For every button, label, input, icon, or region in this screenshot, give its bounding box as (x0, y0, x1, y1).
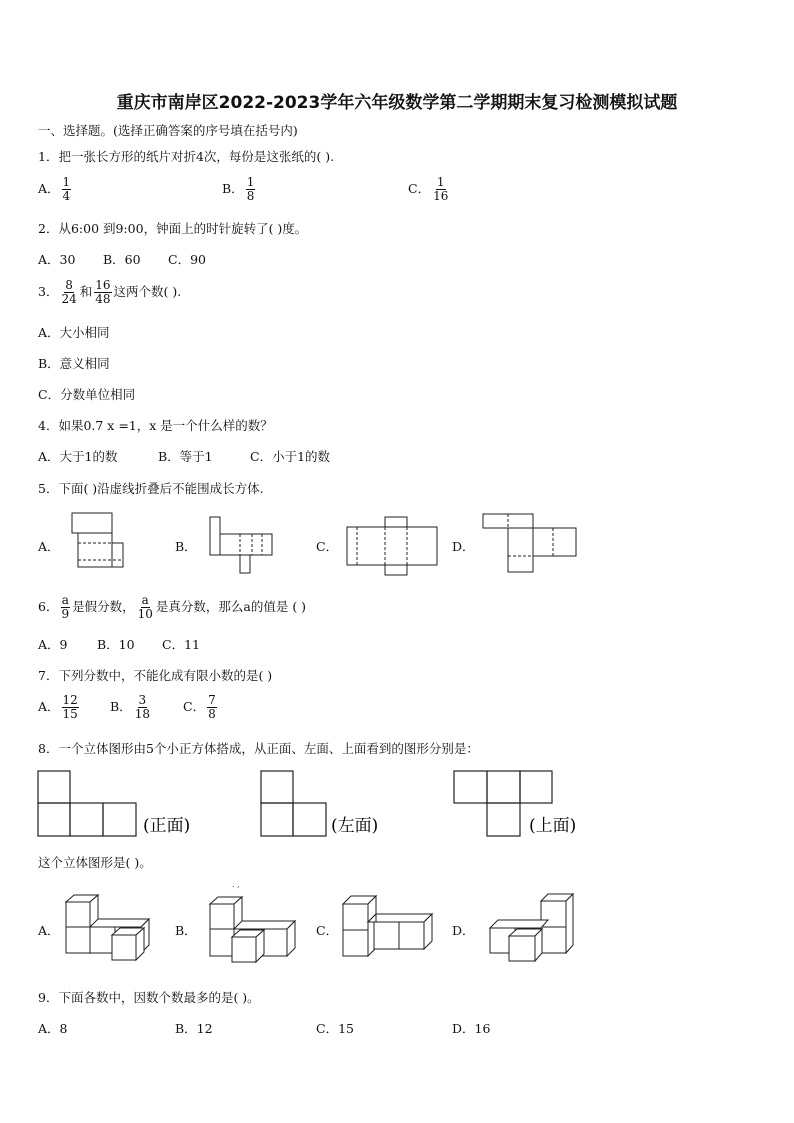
q3-option-a[interactable]: A．大小相同 (38, 325, 110, 340)
q6-option-b[interactable]: B．10 (97, 637, 135, 652)
q8-option-c-label[interactable]: C． (316, 923, 339, 938)
q3-option-b[interactable]: B．意义相同 (38, 356, 110, 371)
q7-option-a[interactable]: A． $\frac{12}{15}$ (38, 693, 78, 721)
q2-option-c[interactable]: C．90 (168, 252, 206, 267)
q2-option-b[interactable]: B．60 (103, 252, 141, 267)
q9-option-c[interactable]: C．15 (316, 1021, 354, 1036)
page-title: 重庆市南岸区2022-2023学年六年级数学第二学期期末复习检测模拟试题 (116, 93, 678, 113)
question-1-stem: 1．把一张长方形的纸片对折4次，每份是这张纸的( ). (38, 149, 335, 164)
question-2-stem: 2．从6:00 到9:00，钟面上的时针旋转了( )度。 (38, 221, 308, 236)
q5-option-a-label[interactable]: A． (38, 539, 60, 554)
q8-option-b-label[interactable]: B． (175, 923, 197, 938)
q7-option-c[interactable]: C． $\frac{7}{8}$ (183, 693, 216, 721)
solid-a (66, 895, 149, 960)
question-9-stem: 9．下面各数中，因数个数最多的是( )。 (38, 990, 260, 1005)
question-7-stem: 7．下列分数中，不能化成有限小数的是( ) (38, 668, 273, 683)
question-6-stem: 6． $\frac{a}{9}$ 是假分数， $\frac{a}{10}$ 是真分数，那么a的值是 ( ) (38, 593, 307, 621)
q6-option-c[interactable]: C．11 (162, 637, 200, 652)
q1-option-b[interactable]: B． $\frac{1}{8}$ (222, 175, 255, 203)
solid-b (210, 897, 295, 962)
q3-option-c[interactable]: C．分数单位相同 (38, 387, 136, 402)
solid-d (490, 894, 573, 961)
question-8-stem: 8．一个立体图形由5个小正方体搭成，从正面、左面、上面看到的图形分别是： (38, 741, 479, 756)
q2-option-a[interactable]: A．30 (38, 252, 76, 267)
q9-option-d[interactable]: D．16 (452, 1021, 491, 1036)
question-5-stem: 5．下面( )沿虚线折叠后不能围成长方体. (38, 481, 264, 496)
q6-option-a[interactable]: A．9 (38, 637, 68, 652)
view-label-top: (上面) (529, 816, 577, 836)
q4-option-c[interactable]: C．小于1的数 (250, 449, 331, 464)
q7-option-b[interactable]: B． $\frac{3}{18}$ (110, 693, 150, 721)
q5-option-d-label[interactable]: D． (452, 539, 475, 554)
q8-option-d-label[interactable]: D． (452, 923, 475, 938)
question-8-question: 这个立体图形是( )。 (38, 855, 152, 870)
solid-c (343, 896, 432, 956)
q8-option-a-label[interactable]: A． (38, 923, 60, 938)
q5-option-b-label[interactable]: B． (175, 539, 197, 554)
q5-option-c-label[interactable]: C． (316, 539, 339, 554)
q4-option-a[interactable]: A．大于1的数 (38, 449, 118, 464)
view-label-front: (正面) (143, 816, 191, 836)
question-4-stem: 4．如果0.7 x =1，x 是一个什么样的数？ (38, 418, 273, 433)
view-label-left: (左面) (331, 816, 379, 836)
section-heading: 一、选择题。(选择正确答案的序号填在括号内) (38, 123, 298, 138)
q4-option-b[interactable]: B．等于1 (158, 449, 213, 464)
q1-option-a[interactable]: A． $\frac{1}{4}$ (38, 175, 71, 203)
q1-option-c[interactable]: C． $\frac{1}{16}$ (408, 175, 449, 203)
question-3-stem: 3． $\frac{8}{24}$ 和 $\frac{16}{48}$ 这两个数( ). (38, 278, 182, 306)
scan-mark: . , (232, 880, 240, 889)
q9-option-a[interactable]: A．8 (38, 1021, 68, 1036)
q9-option-b[interactable]: B．12 (175, 1021, 213, 1036)
